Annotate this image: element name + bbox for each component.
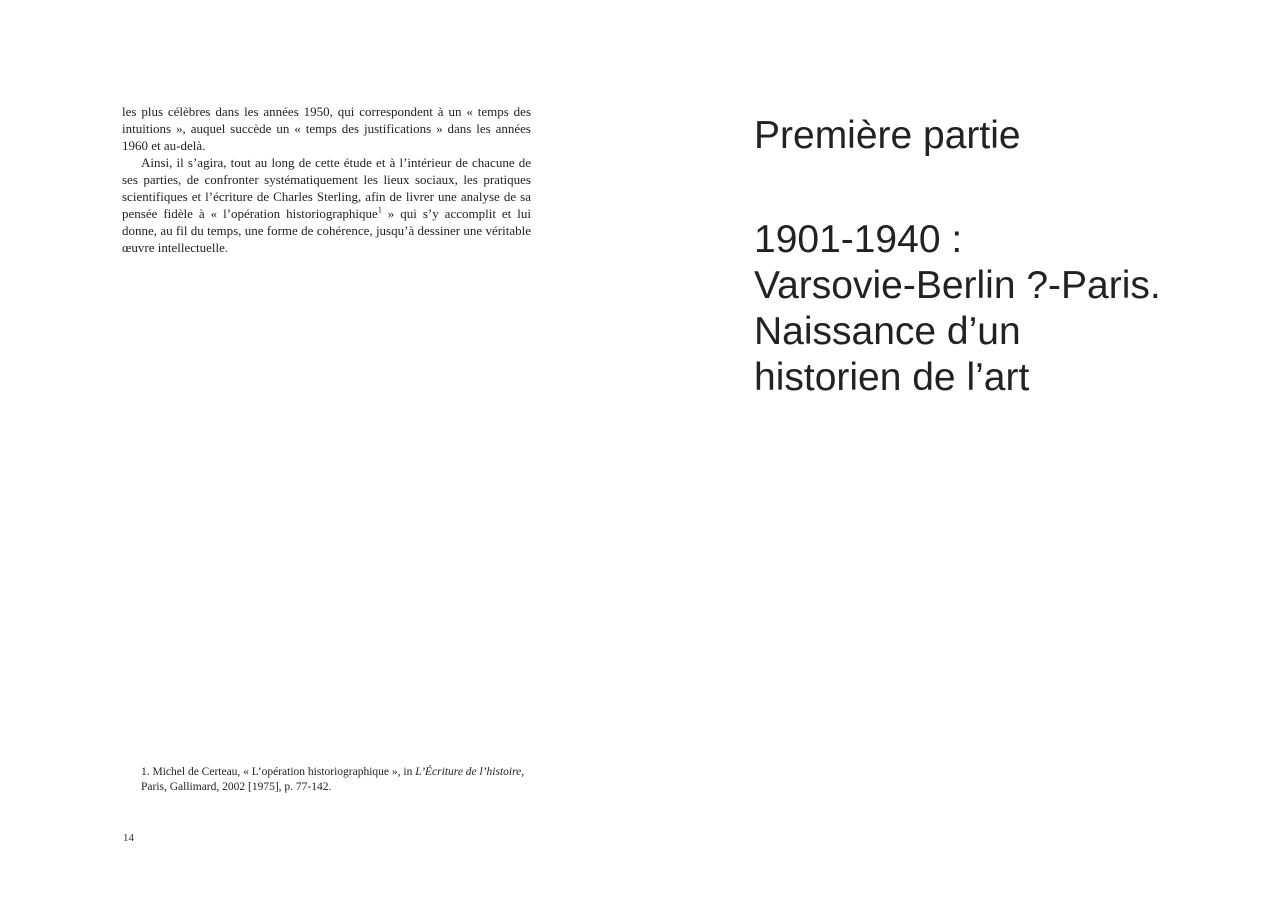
- part-title-line: Varsovie-Berlin ?-Paris.: [754, 264, 1161, 307]
- footnote-reference: 1: [377, 205, 382, 215]
- footnote-text: Michel de Certeau, « L’opération historiographique », in: [149, 766, 416, 778]
- paragraph-2: [122, 154, 531, 256]
- footnote-book-title: L’Écriture de l’histoire: [415, 766, 522, 778]
- page-number: 14: [123, 832, 134, 844]
- part-label: Première partie: [754, 114, 1021, 157]
- right-page: [642, 0, 1284, 913]
- paragraph-2-continuation: » qui s’y accomplit et lui donne, au fil du temps, une forme de cohérence, jusqu’à dessiner une véritable œuvre intellectuelle.: [122, 206, 531, 255]
- part-title: [754, 217, 1254, 401]
- paragraph-1: les plus célèbres dans les années 1950, qui correspondent à un « temps des intuitions », auquel succède un « temps des justifications » dans les années 1960 et au-delà.: [122, 104, 531, 153]
- paragraph-2-text: Ainsi, il s’agira, tout au long de cette étude et à l’intérieur de chacune de ses parties, de confronter systématiquement les lieux sociaux, les pratiques scientifiques et l’écriture de Charles Sterling, afin de livrer une analyse de sa pensée fidèle à « l’opération historiographique: [122, 155, 531, 221]
- body-text: [122, 103, 531, 256]
- footnote-citation: , Paris, Gallimard, 2002 [1975], p. 77-142.: [141, 766, 525, 793]
- footnote: [141, 765, 531, 795]
- footnote-number: 1.: [141, 766, 150, 778]
- part-title-line: historien de l’art: [754, 356, 1030, 399]
- part-title-line: 1901-1940 :: [754, 218, 963, 261]
- part-title-line: Naissance d’un: [754, 310, 1021, 353]
